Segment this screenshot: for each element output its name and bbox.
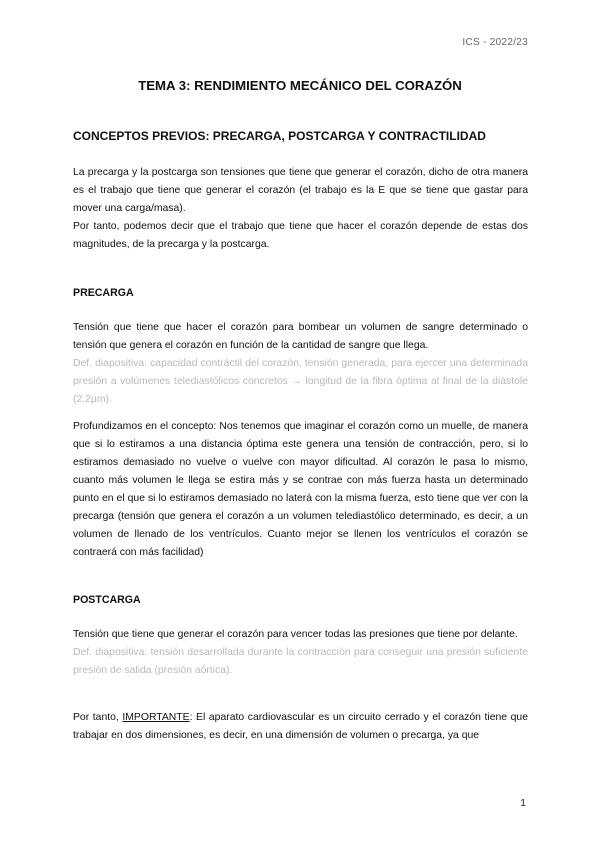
postcarga-detail-rest: : El aparato cardiovascular es un circuito cerrado y el corazón tiene que trabajar en dos dimensiones, es decir, en una dimensión de volumen o precarga, ya que (73, 712, 528, 741)
course-header: ICS - 2022/23 (462, 37, 528, 48)
postcarga-slide-definition: Def. diapositiva: tensión desarrollada durante la contracción para conseguir una presión suficiente presión de salida (presión aórtica). (73, 647, 528, 676)
postcarga-definition-block (73, 626, 528, 680)
intro-text-1: La precarga y la postcarga son tensiones que tiene que generar el corazón, dicho de otra manera es el trabajo que tiene que generar el corazón (el trabajo es la E que se tiene que gastar para mover una carga/masa). (73, 167, 528, 214)
postcarga-detail (73, 709, 528, 745)
precarga-detail-block (73, 418, 528, 562)
precarga-definition: Tensión que tiene que hacer el corazón para bombear un volumen de sangre determinado o tensión que genera el corazón en función de la cantidad de sangre que llega. (73, 322, 528, 351)
section-heading-conceptos: CONCEPTOS PREVIOS: PRECARGA, POSTCARGA Y CONTRACTILIDAD (73, 129, 486, 143)
page-number: 1 (520, 798, 526, 809)
postcarga-detail-prefix: Por tanto, (73, 712, 123, 723)
intro-text-2: Por tanto, podemos decir que el trabajo que tiene que hacer el corazón depende de estas dos magnitudes, de la precarga y la postcarga. (73, 221, 528, 250)
precarga-slide-definition: Def. diapositiva: capacidad contráctil del corazón, tensión generada, para ejercer una determinada presión a volúmenes telediastólicos concretos → longitud de la fibra óptima al final de la diástole (2,2μm). (73, 358, 528, 405)
postcarga-heading: POSTCARGA (73, 594, 141, 606)
precarga-definition-block (73, 319, 528, 409)
precarga-heading: PRECARGA (73, 287, 134, 299)
intro-paragraph (73, 164, 528, 254)
precarga-detail: Profundizamos en el concepto: Nos tenemos que imaginar el corazón como un muelle, de manera que si lo estiramos a una distancia óptima este genera una tensión de contracción, pero, si lo estiramos demasiado no vuelve o vuelve con mayor dificultad. Al corazón le pasa lo mismo, cuanto más volumen le llega se estira más y se contrae con más fuerza hasta un determinado punto en el que si lo estiramos demasiado no laterá con la misma fuerza, esto tiene que ver con la precarga (tensión que genera el corazón a un volumen telediastólico determinado, es decir, a un volumen de llenado de los ventrículos. Cuanto mejor se llenen los ventrículos el corazón se contraerá con más facilidad) (73, 421, 528, 558)
page-title: TEMA 3: RENDIMIENTO MECÁNICO DEL CORAZÓN (138, 78, 462, 93)
important-emphasis: IMPORTANTE (122, 712, 190, 723)
postcarga-definition: Tensión que tiene que generar el corazón para vencer todas las presiones que tiene por delante. (73, 629, 518, 640)
postcarga-detail-block (73, 709, 528, 745)
